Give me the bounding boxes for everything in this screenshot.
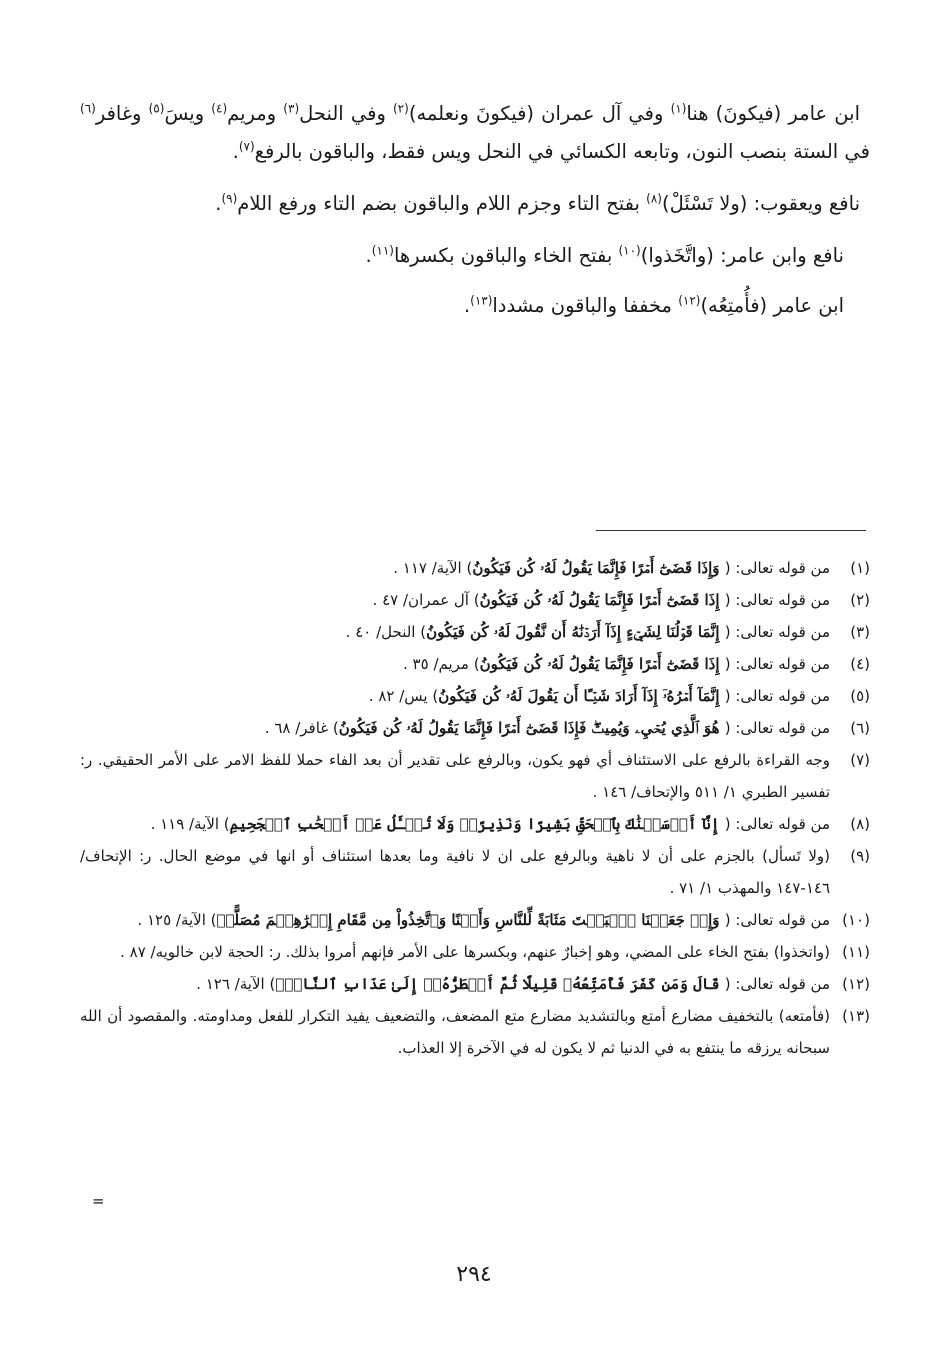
footnote-item xyxy=(80,680,870,712)
footnote-item xyxy=(80,744,870,808)
footnote-text xyxy=(80,552,830,584)
footnote-item xyxy=(80,904,870,936)
footnote-text xyxy=(80,680,830,712)
footnote-number: (١٢) xyxy=(842,975,870,993)
footnote-prefix: وجه القراءة بالرفع على الاستئناف أي فهو يكون، وبالرفع على تقدير أن بعد الفاء حملا للفظ الامر على الأمر الحقيقي. ر: تفسير الطبري ١/ ٥١١ والإتحاف/ ١٤٦ . xyxy=(80,751,830,801)
footnote-ref: (٨) xyxy=(646,191,662,206)
footnote-suffix: ) غافر/ ٦٨ . xyxy=(264,719,339,737)
footnote-ref: (٢) xyxy=(393,101,409,116)
quran-verse: إِنَّمَآ أَمۡرُهُۥٓ إِذَآ أَرَادَ شَيۡـًٔا أَن يَقُولَ لَهُۥ كُن فَيَكُونُ xyxy=(438,687,725,705)
footnote-prefix: من قوله تعالى: ( xyxy=(724,975,830,993)
footnote-text xyxy=(80,584,830,616)
footnote-item xyxy=(80,968,870,1000)
footnote-suffix: ) الآية/ ١١٩ . xyxy=(150,815,230,833)
footnote-ref: (١٣) xyxy=(470,293,493,308)
footnote-ref: (١٠) xyxy=(618,243,641,258)
footnotes xyxy=(80,552,870,1064)
footnote-ref: (٩) xyxy=(221,191,238,206)
text-span: وغافر xyxy=(95,102,149,125)
footnote-prefix: (فأمتعه) بالتخفيف مضارع أمتع وبالتشديد مضارع متع المضعف، والتضعيف يفيد التكرار للفعل ومداومته. والمقصود أن الله سبحانه يرزقه ما ينتفع به في الدنيا ثم لا يكون له في الآخرة إلا العذاب. xyxy=(80,1007,830,1057)
footnote-suffix: ) آل عمران/ ٤٧ . xyxy=(372,591,480,609)
text-span: بفتح الخاء والباقون بكسرها xyxy=(393,244,619,267)
footnote-ref: (١) xyxy=(670,101,687,116)
footnote-prefix: من قوله تعالى: ( xyxy=(724,655,830,673)
text-span: ويسَ xyxy=(164,102,212,125)
footnote-suffix: ) يس/ ٨٢ . xyxy=(368,687,439,705)
footnote-separator xyxy=(596,530,866,531)
text-span: بفتح التاء وجزم اللام والباقون بضم التاء ورفع اللام xyxy=(237,192,647,215)
footnote-ref: (١٢) xyxy=(678,293,701,308)
footnote-prefix: من قوله تعالى: ( xyxy=(724,623,830,641)
quran-verse: إِذَا قَضَىٰٓ أَمۡرًا فَإِنَّمَا يَقُولُ لَهُۥ كُن فَيَكُونُ xyxy=(479,655,725,673)
footnote-prefix: من قوله تعالى: ( xyxy=(724,815,830,833)
footnote-prefix: من قوله تعالى: ( xyxy=(724,719,830,737)
footnote-item xyxy=(80,552,870,584)
text-span: ابن عامر (فأُمتِعُه) xyxy=(700,294,844,317)
footnote-text xyxy=(80,1000,830,1064)
footnote-suffix: ) الآية/ ١٢٦ . xyxy=(196,975,276,993)
footnote-item xyxy=(80,936,870,968)
page-number: ٢٩٤ xyxy=(456,1262,492,1287)
text-span: . xyxy=(232,140,239,163)
footnote-prefix: من قوله تعالى: ( xyxy=(724,559,830,577)
paragraph-2 xyxy=(80,185,870,223)
footnote-suffix: ) مريم/ ٣٥ . xyxy=(403,655,480,673)
footnote-prefix: من قوله تعالى: ( xyxy=(724,591,830,609)
footnote-number: (٣) xyxy=(850,623,870,641)
footnote-number: (١) xyxy=(850,559,870,577)
footnote-suffix: ) النحل/ ٤٠ . xyxy=(345,623,427,641)
footnote-item xyxy=(80,808,870,840)
text-span: نافع ويعقوب: (ولا تَسْئَلْ) xyxy=(661,192,860,215)
footnote-text xyxy=(80,712,830,744)
footnote-text xyxy=(80,744,830,808)
footnote-ref: (٣) xyxy=(283,101,300,116)
footnote-item xyxy=(80,584,870,616)
paragraph-4 xyxy=(80,287,870,325)
footnote-number: (٥) xyxy=(850,687,870,705)
quran-verse: إِنَّمَا قَوۡلُنَا لِشَيۡءٍ إِذَآ أَرَدۡنَٰهُ أَن نَّقُولَ لَهُۥ كُن فَيَكُونُ xyxy=(426,623,725,641)
footnote-number: (٩) xyxy=(850,847,870,865)
footnote-text xyxy=(80,616,830,648)
text-span: نافع وابن عامر: (واتَّخَذوا) xyxy=(640,244,844,267)
footnote-item xyxy=(80,1000,870,1064)
footnote-ref: (٦) xyxy=(80,101,96,116)
footnote-number: (٨) xyxy=(850,815,870,833)
quran-verse: وَإِذَا قَضَىٰٓ أَمۡرًا فَإِنَّمَا يَقُولُ لَهُۥ كُن فَيَكُونُ xyxy=(472,559,725,577)
text-span: . xyxy=(463,294,471,317)
continuation-mark: = xyxy=(92,1192,105,1210)
footnote-item xyxy=(80,840,870,904)
footnote-number: (٤) xyxy=(850,655,870,673)
main-text xyxy=(80,95,870,337)
text-span: ومريم xyxy=(227,102,284,125)
footnote-number: (٧) xyxy=(850,751,870,769)
footnote-ref: (٧) xyxy=(238,139,255,154)
text-span: وفي النحل xyxy=(299,102,394,125)
footnote-prefix: (ولا تَسأل) بالجزم على أن لا ناهية وبالرفع على ان لا نافية وما بعدها استئناف أو انها في موضع الحال. ر: الإتحاف/ ١٤٦-١٤٧ والمهذب ١/ ٧١ . xyxy=(80,847,830,897)
footnote-suffix: ) الآية/ ١١٧ . xyxy=(393,559,473,577)
footnote-prefix: (واتخذوا) بفتح الخاء على المضي، وهو إخبارٌ عنهم، وبكسرها على الأمر فإنهم أمروا بذلك. ر: الحجة لابن خالويه/ ٨٧ . xyxy=(120,943,830,961)
quran-verse: وَإِذۡ جَعَلۡنَا ٱلۡبَيۡتَ مَثَابَةً لِّلنَّاسِ وَأَمۡنًا وَٱتَّخِذُواْ مِن مَّقَامِ إِبۡرَٰهِـۧمَ مُصَلًّىۖ xyxy=(216,911,725,929)
footnote-number: (١٣) xyxy=(842,1007,870,1025)
footnote-number: (١٠) xyxy=(842,911,870,929)
quran-verse: إِذَا قَضَىٰٓ أَمۡرًا فَإِنَّمَا يَقُولُ لَهُۥ كُن فَيَكُونُ xyxy=(479,591,725,609)
footnote-prefix: من قوله تعالى: ( xyxy=(724,687,830,705)
quran-verse: قَالَ وَمَن كَفَرَ فَأُمَتِّعُهُۥ قَلِيلًا ثُمَّ أَضۡطَرُّهُۥٓ إِلَىٰ عَذَابِ ٱلنَّارِۖ xyxy=(275,975,725,993)
footnote-text xyxy=(80,904,830,936)
footnote-item xyxy=(80,712,870,744)
footnote-text xyxy=(80,936,830,968)
footnote-item xyxy=(80,648,870,680)
quran-verse: هُوَ ٱلَّذِي يُحۡيِۦ وَيُمِيتُۖ فَإِذَا قَضَىٰٓ أَمۡرًا فَإِنَّمَا يَقُولُ لَهُۥ كُن فَيَكُونُ xyxy=(338,719,725,737)
quran-verse: إِنَّآ أَرۡسَلۡنَٰكَ بِٱلۡحَقِّ بَشِيرًا وَنَذِيرًاۖ وَلَا تُسۡـَٔلُ عَنۡ أَصۡحَٰبِ ٱلۡجَحِيمِ xyxy=(229,815,725,833)
footnote-number: (٢) xyxy=(850,591,870,609)
footnote-number: (١١) xyxy=(842,943,870,961)
footnote-item xyxy=(80,616,870,648)
footnote-prefix: من قوله تعالى: ( xyxy=(724,911,830,929)
footnote-text xyxy=(80,808,830,840)
text-span: مخففا والباقون مشددا xyxy=(492,294,679,317)
text-span: . xyxy=(215,192,222,215)
footnote-ref: (٤) xyxy=(211,101,228,116)
footnote-number: (٦) xyxy=(850,719,870,737)
paragraph-1 xyxy=(80,95,870,171)
footnote-ref: (٥) xyxy=(148,101,165,116)
footnote-text xyxy=(80,968,830,1000)
text-span: ابن عامر (فيكونَ) هنا xyxy=(686,102,860,125)
footnote-suffix: ) الآية/ ١٢٥ . xyxy=(137,911,217,929)
paragraph-3 xyxy=(80,237,870,275)
footnote-text xyxy=(80,648,830,680)
text-span: في الستة بنصب النون، وتابعه الكسائي في النحل ويس فقط، والباقون بالرفع xyxy=(254,140,870,163)
text-span: . xyxy=(365,244,372,267)
footnote-text xyxy=(80,840,830,904)
text-span: وفي آل عمران (فيكونَ ونعلمه) xyxy=(408,102,671,125)
footnote-ref: (١١) xyxy=(371,243,394,258)
